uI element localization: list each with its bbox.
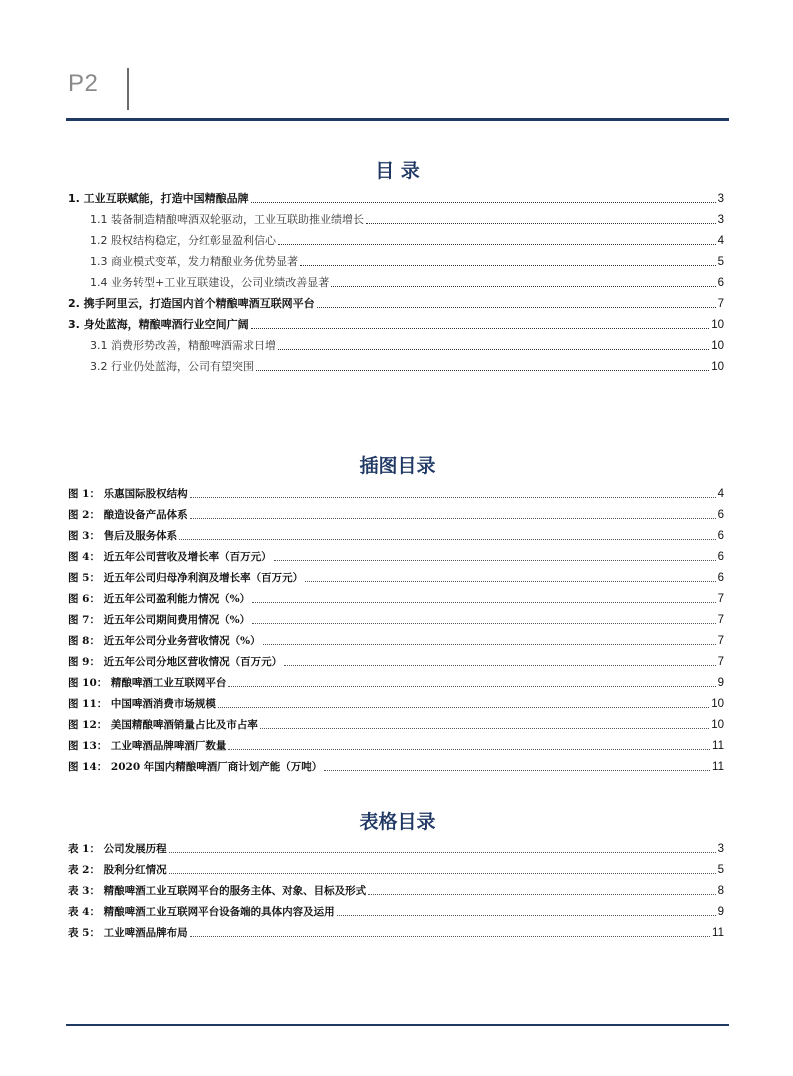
- figures-title: 插图目录: [359, 455, 436, 477]
- figure-entry[interactable]: [68, 670, 724, 690]
- figure-entry-page: 9: [717, 677, 724, 689]
- toc-entry-page: 10: [711, 319, 724, 331]
- toc-entry-label: 1.3 商业模式变革，发力精酿业务优势显著: [90, 255, 298, 268]
- toc-entry[interactable]: [68, 354, 724, 374]
- table-entry-label: 表 4： 精酿啤酒工业互联网平台设备端的具体内容及运用: [68, 906, 335, 918]
- table-entry-page: 5: [717, 864, 724, 876]
- toc-entry[interactable]: [68, 312, 724, 332]
- figure-entry-page: 4: [717, 488, 724, 500]
- figure-entry[interactable]: [68, 649, 724, 669]
- figure-entry-page: 6: [717, 509, 724, 521]
- figure-entry-page: 11: [712, 761, 724, 773]
- figure-entry-page: 7: [717, 656, 724, 668]
- table-entry-label: 表 1： 公司发展历程: [68, 843, 167, 855]
- figure-entry[interactable]: [68, 628, 724, 648]
- toc-entry[interactable]: [68, 291, 724, 311]
- figure-entry[interactable]: [68, 691, 724, 711]
- toc-entry-label: 1. 工业互联赋能，打造中国精酿品牌: [68, 192, 249, 205]
- footer-rule: [66, 1024, 729, 1026]
- toc-entry[interactable]: [68, 333, 724, 353]
- toc-entry-page: 5: [717, 256, 724, 268]
- table-entry[interactable]: [68, 920, 724, 940]
- figure-entry-label: 图 2： 酿造设备产品体系: [68, 509, 188, 521]
- toc-entry-page: 10: [711, 361, 724, 373]
- figure-entry-label: 图 10： 精酿啤酒工业互联网平台: [68, 677, 227, 689]
- figure-entry-label: 图 4： 近五年公司营收及增长率（百万元）: [68, 551, 272, 563]
- toc-entry-page: 3: [717, 214, 724, 226]
- figure-entry[interactable]: [68, 754, 724, 774]
- toc-entry-label: 3.1 消费形势改善，精酿啤酒需求日增: [90, 339, 276, 352]
- table-entry[interactable]: [68, 878, 724, 898]
- figure-entry-label: 图 6： 近五年公司盈利能力情况（%）: [68, 593, 251, 605]
- table-entry-page: 9: [717, 906, 724, 918]
- figure-entry-page: 10: [711, 719, 724, 731]
- figure-entry-label: 图 14： 2020 年国内精酿啤酒厂商计划产能（万吨）: [68, 761, 323, 773]
- figure-entry-label: 图 8： 近五年公司分业务营收情况（%）: [68, 635, 261, 647]
- figure-entry-page: 7: [717, 614, 724, 626]
- table-entry[interactable]: [68, 857, 724, 877]
- figure-entry[interactable]: [68, 481, 724, 501]
- figure-entry-page: 11: [712, 740, 724, 752]
- toc-entry-label: 1.4 业务转型+工业互联建设，公司业绩改善显著: [90, 276, 330, 289]
- toc-entry-page: 6: [717, 277, 724, 289]
- page-number: P2: [68, 70, 99, 97]
- table-entry-label: 表 3： 精酿啤酒工业互联网平台的服务主体、对象、目标及形式: [68, 885, 367, 897]
- figure-entry-page: 7: [717, 635, 724, 647]
- table-entry-page: 11: [712, 927, 724, 939]
- toc-entry-label: 1.1 装备制造精酿啤酒双轮驱动，工业互联助推业绩增长: [90, 213, 364, 226]
- figure-entry-label: 图 7： 近五年公司期间费用情况（%）: [68, 614, 251, 626]
- figure-entry-label: 图 12： 美国精酿啤酒销量占比及市占率: [68, 719, 258, 731]
- figure-entry-page: 6: [717, 572, 724, 584]
- toc-entry-label: 2. 携手阿里云，打造国内首个精酿啤酒互联网平台: [68, 297, 315, 310]
- header-separator: [127, 68, 129, 110]
- tables-title: 表格目录: [359, 811, 436, 833]
- toc-entry-label: 3. 身处蓝海，精酿啤酒行业空间广阔: [68, 318, 249, 331]
- figure-entry-label: 图 13： 工业啤酒品牌啤酒厂数量: [68, 740, 227, 752]
- toc-entry[interactable]: [68, 249, 724, 269]
- figure-entry[interactable]: [68, 586, 724, 606]
- toc-title: 目 录: [375, 160, 420, 182]
- figure-entry[interactable]: [68, 565, 724, 585]
- table-entry[interactable]: [68, 836, 724, 856]
- figure-entry[interactable]: [68, 523, 724, 543]
- toc-entry-label: 1.2 股权结构稳定，分红彰显盈利信心: [90, 234, 276, 247]
- figure-entry-label: 图 3： 售后及服务体系: [68, 530, 178, 542]
- toc-entry-page: 3: [717, 193, 724, 205]
- toc-entry-page: 10: [711, 340, 724, 352]
- table-entry[interactable]: [68, 899, 724, 919]
- figure-entry[interactable]: [68, 712, 724, 732]
- toc-entry-page: 4: [717, 235, 724, 247]
- figure-entry-page: 6: [717, 551, 724, 563]
- table-entry-page: 3: [717, 843, 724, 855]
- figure-entry[interactable]: [68, 607, 724, 627]
- figure-entry-label: 图 1： 乐惠国际股权结构: [68, 488, 188, 500]
- toc-entry[interactable]: [68, 186, 724, 206]
- figure-entry[interactable]: [68, 733, 724, 753]
- header-rule: [66, 118, 729, 121]
- figure-entry-label: 图 11： 中国啤酒消费市场规模: [68, 698, 216, 710]
- toc-entry[interactable]: [68, 270, 724, 290]
- figure-entry[interactable]: [68, 544, 724, 564]
- figure-entry-label: 图 5： 近五年公司归母净利润及增长率（百万元）: [68, 572, 304, 584]
- table-entry-label: 表 5： 工业啤酒品牌布局: [68, 927, 188, 939]
- figure-entry[interactable]: [68, 502, 724, 522]
- figure-entry-label: 图 9： 近五年公司分地区营收情况（百万元）: [68, 656, 283, 668]
- toc-entry[interactable]: [68, 207, 724, 227]
- table-entry-label: 表 2： 股利分红情况: [68, 864, 167, 876]
- toc-entry-page: 7: [717, 298, 724, 310]
- figure-entry-page: 7: [717, 593, 724, 605]
- toc-entry-label: 3.2 行业仍处蓝海，公司有望突围: [90, 360, 254, 373]
- figure-entry-page: 6: [717, 530, 724, 542]
- figure-entry-page: 10: [711, 698, 724, 710]
- table-entry-page: 8: [717, 885, 724, 897]
- toc-entry[interactable]: [68, 228, 724, 248]
